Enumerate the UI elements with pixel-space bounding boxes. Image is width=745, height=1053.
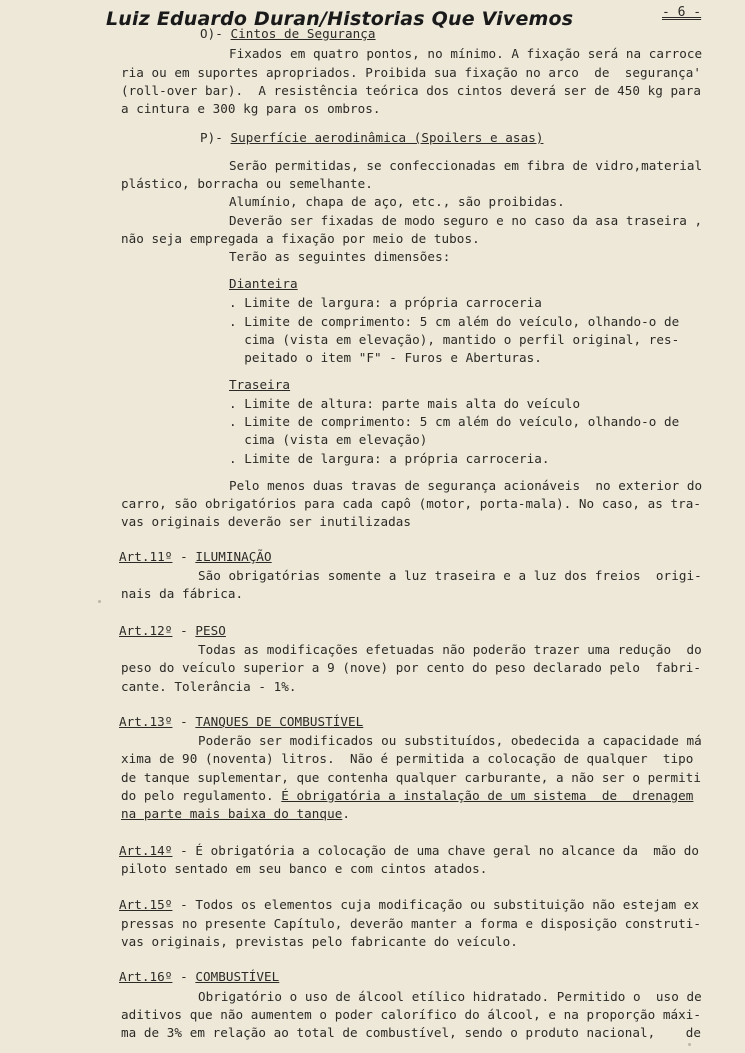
traseira-heading: Traseira (229, 377, 291, 392)
art12-separator: - (172, 623, 196, 638)
art11-line-1: São obrigatórias somente a luz traseira e a luz dos freios origi- (198, 568, 702, 583)
travas-line-2: carro, são obrigatórios para cada capô (motor, porta-mala). No caso, as tra- (121, 496, 702, 511)
section-p-line-3: Alumínio, chapa de aço, etc., são proibidas. (229, 194, 565, 209)
art13-title: TANQUES DE COMBUSTÍVEL (195, 714, 364, 729)
art15-text-1: - Todos os elementos cuja modificação ou substituição não estejam ex (172, 897, 700, 912)
traseira-line-1: . Limite de altura: parte mais alta do veículo (229, 396, 581, 411)
art12-line-2: peso do veículo superior a 9 (nove) por cento do peso declarado pelo fabri- (121, 660, 702, 675)
paper-speck (688, 1043, 691, 1046)
traseira-line-3: cima (vista em elevação) (229, 432, 428, 447)
section-p-line-1: Serão permitidas, se confeccionadas em fibra de vidro,material (229, 158, 703, 173)
section-o-line-4: a cintura e 300 kg para os ombros. (121, 101, 381, 116)
travas-line-1: Pelo menos duas travas de segurança acionáveis no exterior do (229, 478, 703, 493)
traseira-line-2: . Limite de comprimento: 5 cm além do veículo, olhando-o de (229, 414, 680, 429)
section-o-line-2: ria ou em suportes apropriados. Proibida sua fixação no arco de segurança' (121, 65, 702, 80)
art16-title: COMBUSTÍVEL (195, 969, 280, 984)
art14-label: Art.14º (119, 843, 173, 858)
art16-separator: - (172, 969, 196, 984)
art13-heading (119, 713, 363, 731)
section-p-heading (200, 129, 543, 147)
art15-label: Art.15º (119, 897, 173, 912)
art13-line-3: de tanque suplementar, que contenha qualquer carburante, a não ser o permiti (121, 770, 702, 785)
paper-speck (98, 600, 101, 603)
art13-line-5-underlined: na parte mais baixa do tanque (121, 806, 343, 821)
art14-line-2: piloto sentado em seu banco e com cintos atados. (121, 861, 488, 876)
art12-title: PESO (195, 623, 226, 638)
art16-label: Art.16º (119, 969, 173, 984)
art11-title: ILUMINAÇÃO (195, 549, 272, 564)
art13-line-2: xima de 90 (noventa) litros. Não é permitida a colocação de qualquer tipo (121, 751, 694, 766)
dianteira-line-2: . Limite de comprimento: 5 cm além do veículo, olhando-o de (229, 314, 680, 329)
art12-label: Art.12º (119, 623, 173, 638)
art13-label: Art.13º (119, 714, 173, 729)
section-o-title: Cintos de Segurança (230, 26, 376, 41)
section-p-title: Superfície aerodinâmica (Spoilers e asas) (230, 130, 544, 145)
art11-separator: - (172, 549, 196, 564)
art11-label: Art.11º (119, 549, 173, 564)
art13-separator: - (172, 714, 196, 729)
section-p-line-5: não seja empregada a fixação por meio de tubos. (121, 231, 480, 246)
art14-line-1 (119, 842, 699, 860)
art15-line-3: vas originais, previstas pelo fabricante do veículo. (121, 934, 518, 949)
art15-line-2: pressas no presente Capítulo, deverão manter a forma e disposição construti- (121, 916, 702, 931)
art16-line-2: aditivos que não aumentem o poder calorífico do álcool, e na proporção máxi- (121, 1007, 702, 1022)
art16-line-3: ma de 3% em relação ao total de combustível, sendo o produto nacional, de (121, 1025, 702, 1040)
art13-line-5 (121, 805, 350, 823)
art13-line-4 (121, 787, 693, 805)
art13-line-4-underlined: É obrigatória a instalação de um sistema de drenagem (281, 788, 694, 803)
art16-line-1: Obrigatório o uso de álcool etílico hidratado. Permitido o uso de (198, 989, 702, 1004)
section-o-line-3: (roll-over bar). A resistência teórica dos cintos deverá ser de 450 kg para (121, 83, 702, 98)
section-p-line-6: Terão as seguintes dimensões: (229, 249, 451, 264)
dianteira-heading: Dianteira (229, 276, 298, 291)
travas-line-3: vas originais deverão ser inutilizadas (121, 514, 412, 529)
dianteira-line-1: . Limite de largura: a própria carroceria (229, 295, 542, 310)
section-o-heading (200, 25, 376, 43)
page-number: - 6 - (662, 5, 702, 20)
dianteira-line-4: peitado o item "F" - Furos e Aberturas. (229, 350, 542, 365)
watermark-text: Luiz Eduardo Duran/Historias Que Vivemos (106, 8, 574, 30)
art12-line-3: cante. Tolerância - 1%. (121, 679, 297, 694)
art12-heading (119, 622, 226, 640)
art11-heading (119, 548, 272, 566)
art11-line-2: nais da fábrica. (121, 586, 244, 601)
art13-line-4-start: do pelo regulamento. (121, 788, 282, 803)
art13-line-1: Poderão ser modificados ou substituídos, obedecida a capacidade má (198, 733, 702, 748)
art15-line-1 (119, 896, 699, 914)
section-o-line-1: Fixados em quatro pontos, no mínimo. A fixação será na carroce (229, 46, 703, 61)
art14-text-1: - É obrigatória a colocação de uma chave geral no alcance da mão do (172, 843, 700, 858)
section-p-label: P)- (200, 130, 223, 145)
art13-line-5-end: . (342, 806, 350, 821)
dianteira-line-3: cima (vista em elevação), mantido o perfil original, res- (229, 332, 680, 347)
section-p-line-2: plástico, borracha ou semelhante. (121, 176, 373, 191)
art12-line-1: Todas as modificações efetuadas não poderão trazer uma redução do (198, 642, 702, 657)
art16-heading (119, 968, 279, 986)
section-p-line-4: Deverão ser fixadas de modo seguro e no caso da asa traseira , (229, 213, 703, 228)
section-o-label: O)- (200, 26, 223, 41)
traseira-line-4: . Limite de largura: a própria carroceria. (229, 451, 550, 466)
